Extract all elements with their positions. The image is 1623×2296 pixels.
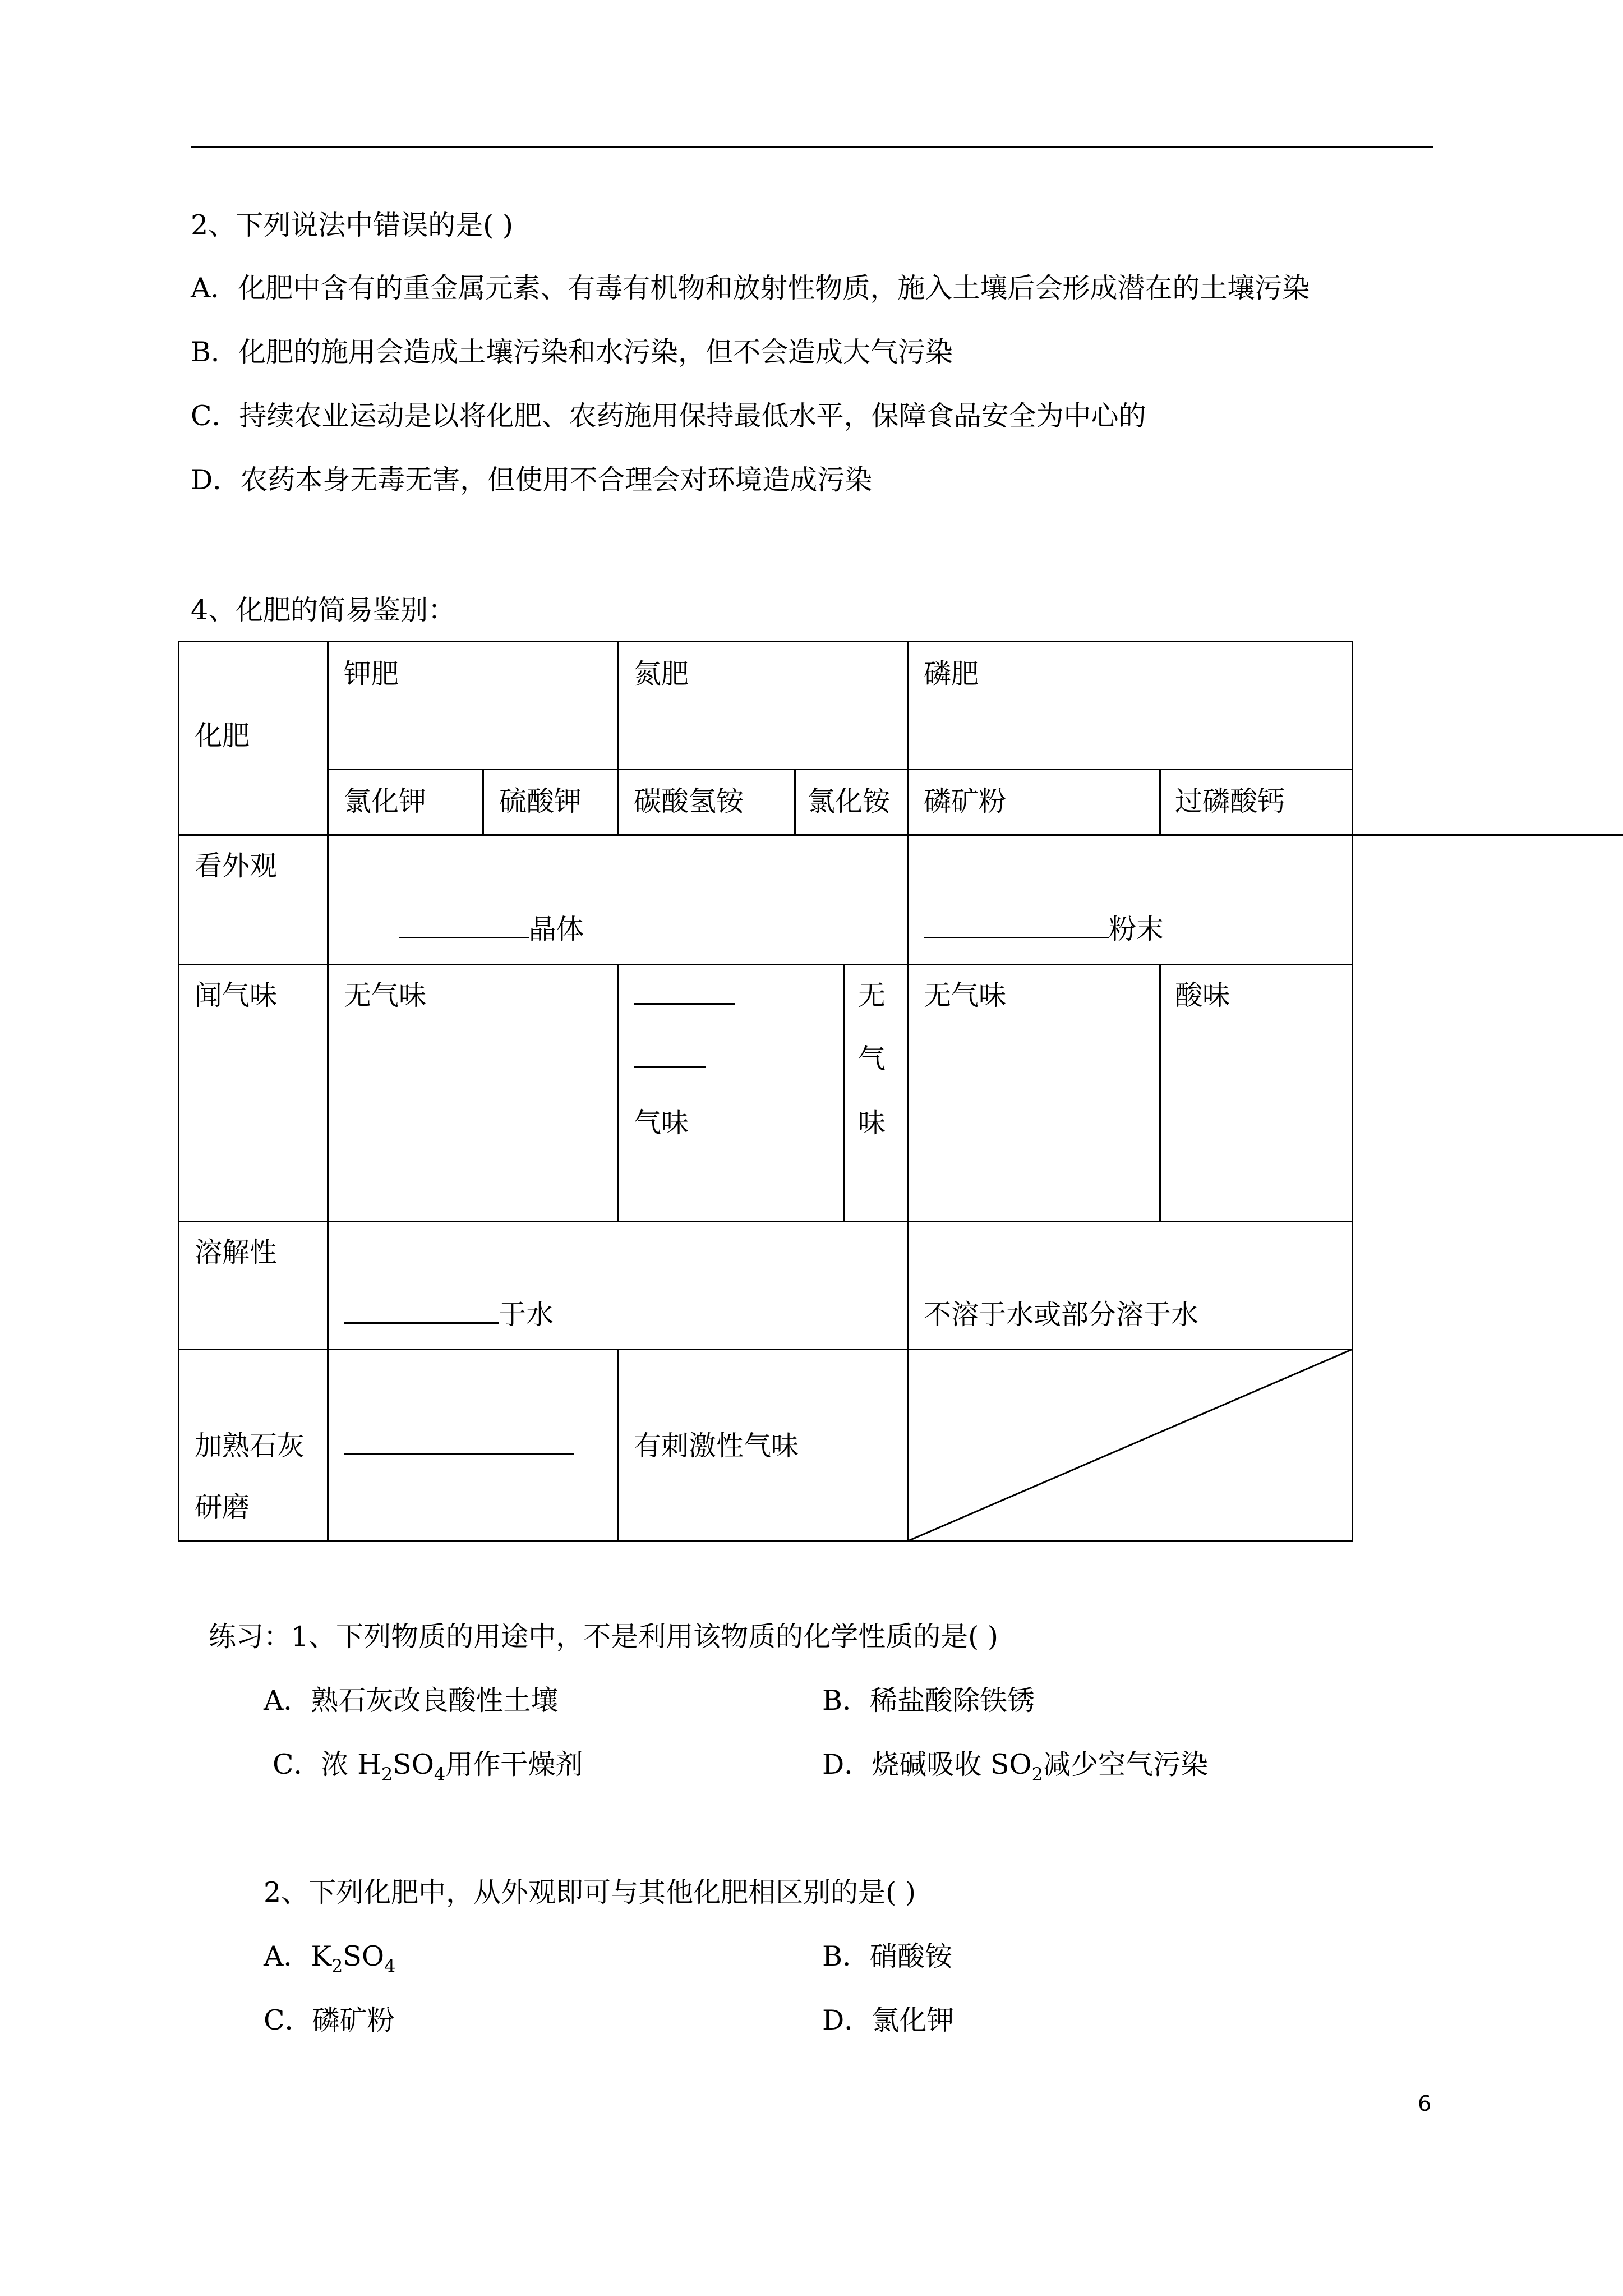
- fill-in-blank[interactable]: [634, 982, 735, 1005]
- practice2-option-d: D．氯化钾: [822, 2004, 955, 2036]
- fill-in-blank[interactable]: [924, 915, 1109, 938]
- cell-k2so4: 硫酸钾: [499, 785, 582, 817]
- cell-smell-sour: 酸味: [1175, 979, 1230, 1011]
- practice1-option-c: C．浓 $H_2SO_4$用作干燥剂: [273, 1749, 583, 1785]
- cell-solubility: 溶解性: [195, 1236, 278, 1268]
- diagonal-slash: [907, 1349, 1353, 1542]
- fertilizer-identification-table: [178, 641, 1353, 1542]
- q2-option-d: D．农药本身无毒无害，但使用不合理会对环境造成污染: [191, 464, 873, 496]
- cell-smell-none-3: 无气味: [924, 979, 1007, 1011]
- cell-phosphate-rock: 磷矿粉: [924, 785, 1007, 817]
- cell-smell-suffix: 气味: [634, 1107, 689, 1139]
- practice1-option-d: D．烧碱吸收 $SO_2$减少空气污染: [822, 1749, 1208, 1785]
- cell-lime-grind-2: 研磨: [195, 1491, 250, 1523]
- cell-nitrogen: 氮肥: [634, 658, 689, 690]
- cell-solubility-left: 于水: [344, 1298, 554, 1332]
- practice1-option-b: B．稀盐酸除铁锈: [822, 1685, 1035, 1717]
- fill-in-blank[interactable]: [344, 1432, 574, 1455]
- cell-solubility-right: 不溶于水或部分溶于水: [924, 1299, 1199, 1331]
- cell-smell-none-1: 无气味: [344, 979, 427, 1011]
- fill-in-blank[interactable]: [344, 1301, 499, 1324]
- practice2-option-a: A．$K_2SO_4$: [264, 1940, 396, 1977]
- page-number: 6: [1418, 2091, 1432, 2116]
- cell-smell-blank-2: [634, 1042, 706, 1076]
- fill-in-blank[interactable]: [634, 1045, 706, 1068]
- q2-option-c: C．持续农业运动是以将化肥、农药施用保持最低水平，保障食品安全为中心的: [191, 400, 1146, 432]
- cell-smell-none-2-c1: 无: [858, 979, 886, 1011]
- cell-appearance: 看外观: [195, 850, 278, 882]
- section4-title: 4、化肥的简易鉴别：: [191, 594, 456, 626]
- cell-smell-none-2-c3: 味: [858, 1107, 886, 1139]
- header-rule: [191, 146, 1433, 148]
- cell-nh4cl: 氯化铵: [808, 785, 891, 817]
- q2-stem: 2、下列说法中错误的是( ): [191, 209, 513, 241]
- cell-lime-grind-1: 加熟石灰: [195, 1430, 305, 1462]
- cell-appearance-right: 粉末: [924, 913, 1164, 946]
- cell-fertilizer: 化肥: [195, 720, 250, 752]
- practice1-option-a: A．熟石灰改良酸性土壤: [264, 1685, 559, 1717]
- fill-in-blank[interactable]: [399, 915, 529, 938]
- q2-option-b: B．化肥的施用会造成土壤污染和水污染，但不会造成大气污染: [191, 336, 953, 368]
- practice1-stem: 练习：1、下列物质的用途中，不是利用该物质的化学性质的是( ): [209, 1621, 998, 1653]
- q2-option-a: A．化肥中含有的重金属元素、有毒有机物和放射性物质，施入土壤后会形成潜在的土壤污染: [191, 272, 1310, 304]
- cell-nh4hco3: 碳酸氢铵: [634, 785, 744, 817]
- cell-kcl: 氯化钾: [344, 785, 427, 817]
- practice2-option-b: B．硝酸铵: [822, 1940, 953, 1972]
- cell-smell-blank-1: [634, 979, 735, 1013]
- cell-lime-result: 有刺激性气味: [634, 1430, 799, 1462]
- practice2-stem: 2、下列化肥中，从外观即可与其他化肥相区别的是( ): [264, 1876, 916, 1908]
- cell-appearance-left: 晶体: [399, 913, 584, 946]
- cell-phosphorus: 磷肥: [924, 658, 979, 690]
- cell-potassium: 钾肥: [344, 658, 399, 690]
- cell-smell: 闻气味: [195, 979, 278, 1011]
- cell-lime-blank: [344, 1429, 574, 1463]
- cell-smell-none-2-c2: 气: [858, 1043, 886, 1075]
- practice2-option-c: C．磷矿粉: [264, 2004, 395, 2036]
- cell-superphosphate: 过磷酸钙: [1175, 785, 1285, 817]
